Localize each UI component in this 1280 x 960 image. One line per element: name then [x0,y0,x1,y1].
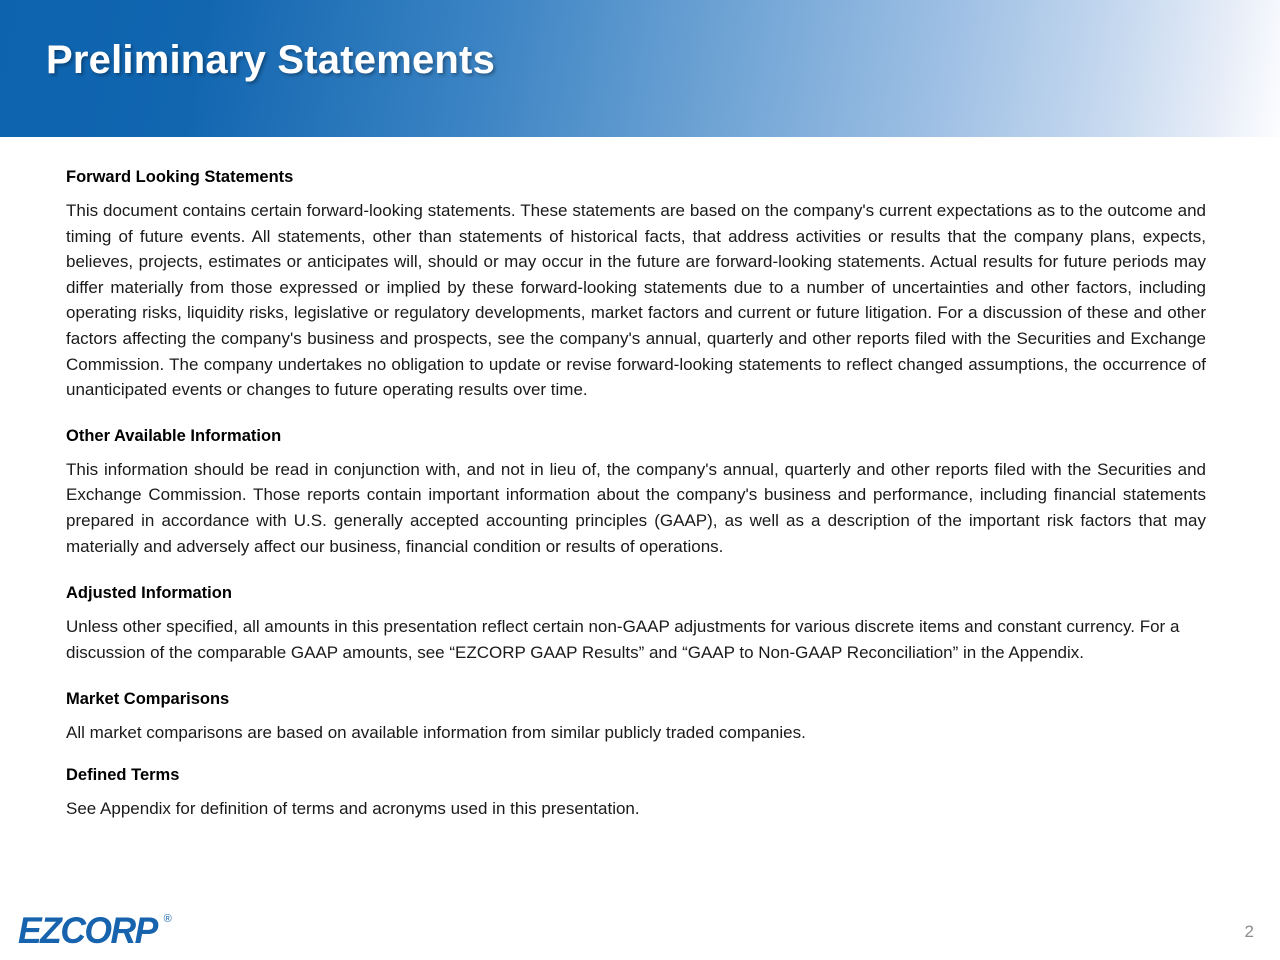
section-heading: Adjusted Information [66,584,232,603]
section-body: See Appendix for definition of terms and acronyms used in this presentation. [66,799,640,819]
section-heading: Defined Terms [66,766,180,785]
section-market-comparisons [66,690,1206,746]
section-spacer [66,403,1206,427]
section-heading: Other Available Information [66,426,282,445]
section-spacer [66,559,1206,584]
section-heading: Forward Looking Statements [66,168,294,186]
section-body: This information should be read in conjunction with, and not in lieu of, the company's annual, quarterly and other reports filed with the Securities and Exchange Commission. Those reports contain important information about the company's business and performance, including financial statements prepared in accordance with U.S. generally accepted accounting principles (GAAP), as well as a description of the important risk factors that may materially and adversely affect our business, financial condition or results of operations. [66,459,1206,556]
section-defined-terms [66,766,1206,822]
section-heading: Market Comparisons [66,689,230,708]
section-forward-looking-statements [66,168,1206,403]
section-body: This document contains certain forward-looking statements. These statements are based on the company's current expectations as to the outcome and timing of future events. All statements, other than statements of historical facts, that address activities or results that the company plans, expects, believes, projects, estimates or anticipates will, should or may occur in the future are forward-looking statements. Actual results for future periods may differ materially from those expressed or implied by these forward-looking statements due to a number of uncertainties and other factors, including operating risks, liquidity risks, legislative or regulatory developments, market factors and current or future litigation. For a discussion of these and other factors affecting the company's business and prospects, see the company's annual, quarterly and other reports filed with the Securities and Exchange Commission. The company undertakes no obligation to update or revise forward-looking statements to reflect changed assumptions, the occurrence of unanticipated events or changes to future operating results over time. [66,201,1206,400]
slide-content [66,168,1206,822]
registered-trademark-icon: ® [163,913,172,925]
slide-header-banner [0,0,1280,137]
ezcorp-logo-wordmark: EZCORP [18,910,157,951]
section-adjusted-information [66,584,1206,665]
section-body: All market comparisons are based on available information from similar publicly traded companies. [66,722,806,742]
section-spacer [66,666,1206,690]
ezcorp-logo [18,912,172,952]
page-title: Preliminary Statements [46,38,496,82]
section-body: Unless other specified, all amounts in this presentation reflect certain non-GAAP adjustments for various discrete items and constant currency. For a discussion of the comparable GAAP amounts, see “EZCORP GAAP Results” and “GAAP to Non-GAAP Reconciliation” in the Appendix. [66,617,1180,662]
section-spacer [66,745,1206,766]
page-number: 2 [1244,922,1254,941]
section-other-available-information [66,427,1206,559]
